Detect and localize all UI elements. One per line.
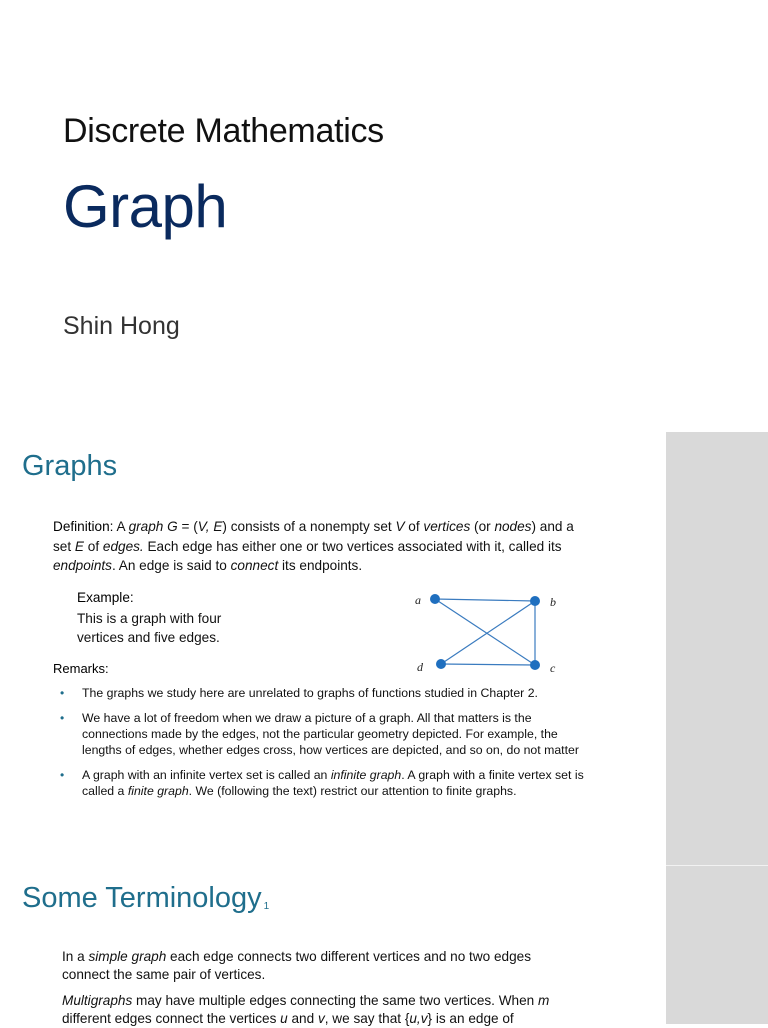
emphasis: finite graph (127, 784, 189, 798)
text-run: may have multiple edges connecting the same two vertices. When (132, 993, 539, 1008)
multigraph-paragraph (62, 992, 582, 1028)
emphasis: connect (230, 558, 279, 573)
text-run: A graph with an infinite vertex set is called an (82, 768, 331, 782)
emphasis: nodes (494, 519, 532, 534)
edge-b-d (441, 601, 535, 664)
text-run: each edge connects two different vertices and no two edges connect the same pair of vertices. (62, 949, 532, 982)
vertex-d (436, 659, 446, 669)
text-run: . We (following the text) restrict our attention to finite graphs. (188, 784, 517, 798)
vertex-label-c: c (550, 661, 556, 675)
remarks-title: Remarks: (53, 661, 109, 676)
slide-heading (22, 882, 269, 915)
terminology-slide (0, 866, 666, 1024)
bullet-text: We have a lot of freedom when we draw a picture of a graph. All that matters is the connections made by the edges, not the particular geometry depicted. For example, the lengths of edges, whether edges cross, how vertices are depicted, and so on, do not matter (82, 711, 579, 757)
graph-figure (408, 588, 568, 678)
notes-panel (666, 866, 768, 1024)
vertex-c (530, 660, 540, 670)
text-run: and (287, 1011, 318, 1026)
slide-title: Graph (63, 173, 228, 240)
bullet-icon: • (60, 768, 65, 782)
emphasis: graph G (128, 519, 178, 534)
course-title: Discrete Mathematics (63, 112, 384, 150)
text-run: different edges connect the vertices (62, 1011, 281, 1026)
vertex-label-a: a (415, 593, 421, 607)
definition-paragraph (53, 517, 583, 576)
emphasis: V (395, 519, 405, 534)
text-run: ) consists of a nonempty set (222, 519, 396, 534)
emphasis: u (280, 1011, 288, 1026)
title-slide (0, 0, 768, 432)
edge-c-d (441, 664, 535, 665)
text-run: (or (470, 519, 495, 534)
emphasis: v (317, 1011, 325, 1026)
emphasis: infinite graph (330, 768, 402, 782)
text-run: = ( (177, 519, 198, 534)
heading-subscript: 1 (263, 901, 270, 912)
emphasis: u,v (409, 1011, 428, 1026)
heading-text: Some Terminology (22, 882, 262, 914)
text-run: . An edge is said to (111, 558, 231, 573)
definition-label: Definition: (53, 519, 114, 534)
text-run: Each edge has either one or two vertices associated with it, called its (143, 538, 562, 554)
vertex-a (430, 594, 440, 604)
text-run: its endpoints. (278, 558, 363, 573)
list-item (60, 710, 585, 758)
notes-panel (666, 432, 768, 865)
text-run: } is an edge of (427, 1011, 514, 1026)
remarks-list (60, 685, 585, 808)
emphasis: simple graph (88, 949, 167, 964)
text-run: . A graph with a finite vertex set is called a (82, 768, 584, 798)
emphasis: V, E (197, 519, 223, 534)
vertex-label-d: d (417, 660, 423, 674)
emphasis: vertices (423, 519, 471, 534)
example-title: Example: (77, 590, 134, 605)
bullet-text: The graphs we study here are unrelated to graphs of functions studied in Chapter 2. (82, 686, 538, 700)
text-run: A (113, 519, 129, 534)
graphs-slide (0, 432, 666, 865)
author-name: Shin Hong (63, 312, 180, 340)
text-run: ) and a set (53, 519, 574, 554)
emphasis: edges. (102, 538, 144, 554)
edge-a-c (435, 599, 535, 665)
emphasis: m (538, 993, 550, 1008)
vertex-b (530, 596, 540, 606)
emphasis: endpoints (53, 558, 112, 573)
text-run: , we say that { (324, 1011, 410, 1026)
example-body: This is a graph with four vertices and five edges. (77, 611, 222, 645)
text-run: of (404, 519, 424, 534)
bullet-icon: • (60, 711, 65, 725)
edge-a-b (435, 599, 535, 601)
list-item (60, 767, 585, 799)
text-run: In a (62, 949, 89, 964)
list-item (60, 685, 585, 701)
emphasis: E (74, 538, 84, 554)
emphasis: Multigraphs (62, 993, 133, 1008)
slide-heading: Graphs (22, 450, 118, 482)
simple-graph-paragraph (62, 948, 582, 984)
text-run: of (84, 538, 103, 554)
vertex-label-b: b (550, 595, 556, 609)
bullet-icon: • (60, 686, 65, 700)
